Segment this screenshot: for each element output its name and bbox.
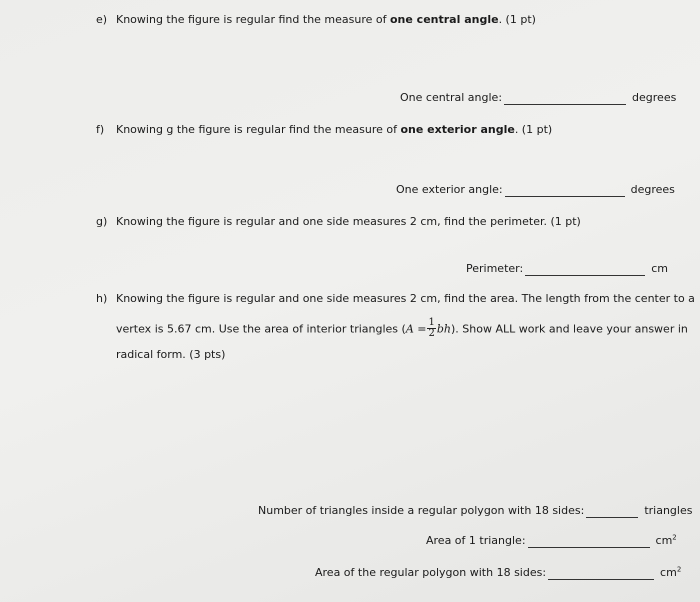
question-h-line-3 — [116, 348, 225, 362]
answer-unit: degrees — [630, 183, 675, 196]
question-points: . (1 pt) — [514, 123, 553, 136]
question-text: Knowing g the figure is regular find the measure of — [116, 123, 401, 136]
answer-unit — [656, 534, 677, 548]
question-text: Knowing the figure is regular find the measure of — [116, 13, 390, 26]
answer-label: Number of triangles inside a regular polygon with 18 sides: — [258, 504, 585, 517]
answer-exterior-angle — [396, 183, 675, 197]
answer-label: Perimeter: — [466, 262, 524, 275]
question-e — [96, 13, 536, 27]
answer-perimeter — [466, 262, 668, 276]
answer-number-of-triangles — [258, 504, 692, 518]
question-letter: g) — [96, 215, 108, 228]
question-text: Knowing the figure is regular and one side measures 2 cm, find the perimeter. (1 pt) — [116, 215, 581, 228]
answer-blank[interactable] — [504, 93, 626, 105]
answer-unit — [660, 566, 681, 580]
question-h-line-2 — [116, 319, 688, 340]
answer-blank[interactable] — [528, 536, 650, 548]
unit-exponent: 2 — [676, 565, 682, 574]
answer-label: Area of the regular polygon with 18 sides: — [315, 566, 547, 579]
answer-unit: triangles — [644, 504, 693, 517]
answer-label: One central angle: — [400, 91, 503, 104]
question-g — [96, 215, 581, 229]
answer-unit: degrees — [632, 91, 677, 104]
question-text-line-1: Knowing the figure is regular and one side measures 2 cm, find the area. The length from the center to a — [116, 292, 695, 305]
formula-rhs: bh — [436, 322, 451, 336]
formula-numerator: 1 — [428, 317, 435, 328]
question-points: . (1 pt) — [498, 13, 536, 26]
question-text-line-3: radical form. (3 pts) — [116, 348, 226, 361]
formula-fraction — [427, 318, 435, 339]
unit-text: cm — [660, 566, 677, 579]
answer-central-angle — [400, 91, 676, 105]
question-emphasis: one exterior angle — [400, 123, 515, 136]
question-h — [96, 292, 695, 306]
answer-area-polygon — [315, 566, 681, 580]
question-emphasis: one central angle — [390, 13, 499, 26]
answer-label: Area of 1 triangle: — [426, 534, 526, 547]
question-letter: f) — [96, 123, 105, 136]
unit-text: cm — [655, 534, 673, 547]
answer-blank[interactable] — [548, 568, 654, 580]
answer-unit: cm — [651, 262, 668, 275]
question-text-line-2: vertex is 5.67 cm. Use the area of interior triangles ( — [116, 322, 406, 336]
answer-area-one-triangle — [426, 534, 677, 548]
formula-denominator: 2 — [428, 328, 435, 339]
answer-label: One exterior angle: — [396, 183, 503, 196]
question-text-line-2-end: ). Show ALL work and leave your answer in — [451, 322, 688, 336]
answer-blank[interactable] — [525, 264, 645, 276]
question-f — [96, 123, 552, 137]
unit-exponent: 2 — [672, 533, 677, 542]
question-letter: e) — [96, 13, 108, 26]
question-letter: h) — [96, 292, 108, 305]
formula-lhs: A = — [405, 322, 427, 336]
answer-blank[interactable] — [586, 506, 638, 518]
answer-blank[interactable] — [505, 185, 625, 197]
